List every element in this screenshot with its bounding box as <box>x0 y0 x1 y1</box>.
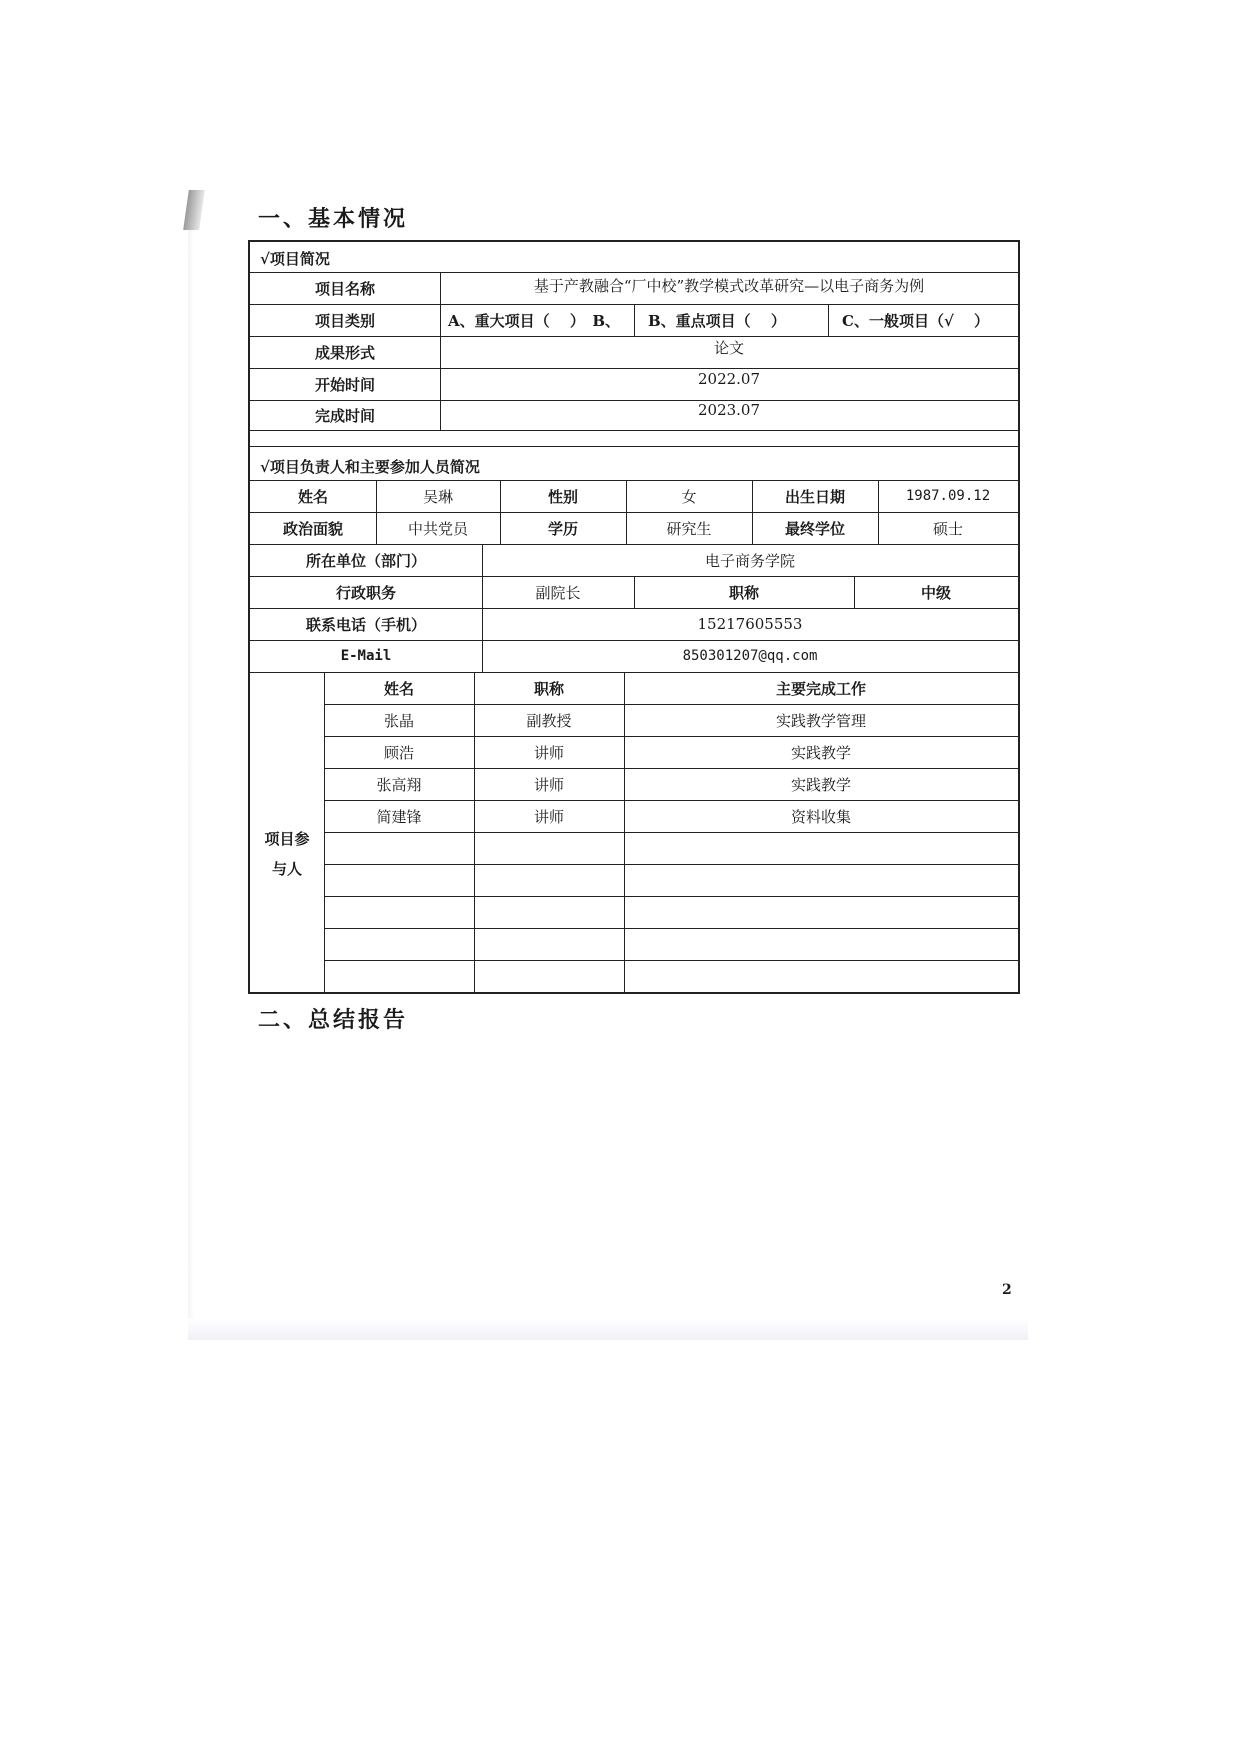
member-work: 实践教学 <box>790 743 851 762</box>
gender-label: 性别 <box>547 487 578 506</box>
admin-position-label: 行政职务 <box>335 583 396 602</box>
member-name: 张高翔 <box>376 775 422 794</box>
political-status-label: 政治面貌 <box>282 519 343 538</box>
project-name-value: 基于产教融合“厂中校”教学模式改革研究—以电子商务为例 <box>533 276 925 295</box>
phone-label: 联系电话（手机） <box>305 615 426 634</box>
education-label: 学历 <box>547 519 578 538</box>
col-header-name: 姓名 <box>383 679 414 698</box>
member-title: 副教授 <box>526 711 572 730</box>
scan-shadow-left <box>188 230 194 1340</box>
scan-shadow-bottom <box>188 1318 1028 1340</box>
project-name-label: 项目名称 <box>314 279 375 298</box>
member-name: 简建锋 <box>376 807 422 826</box>
participants-label: 项目参 与人 <box>264 830 310 878</box>
member-title: 讲师 <box>533 775 564 794</box>
category-key: B、重点项目（ ） <box>648 311 786 330</box>
start-time-value: 2022.07 <box>697 370 761 388</box>
email-label: E-Mail <box>340 648 392 664</box>
birth-date-label: 出生日期 <box>784 487 845 506</box>
degree-value: 硕士 <box>932 519 963 538</box>
member-title: 讲师 <box>533 807 564 826</box>
category-major: A、重大项目（ ） B、 <box>448 311 621 330</box>
section-title-summary-report: 二、总结报告 <box>258 1007 409 1033</box>
phone-value: 15217605553 <box>697 615 803 633</box>
start-time-label: 开始时间 <box>314 375 375 394</box>
section-title-basic-info: 一、基本情况 <box>258 206 409 232</box>
project-category-label: 项目类别 <box>314 311 375 330</box>
unit-value: 电子商务学院 <box>704 551 795 570</box>
end-time-label: 完成时间 <box>314 406 375 425</box>
degree-label: 最终学位 <box>784 519 845 538</box>
member-work: 实践教学管理 <box>775 711 866 730</box>
col-header-work: 主要完成工作 <box>775 679 866 698</box>
email-value: 850301207@qq.com <box>682 648 818 664</box>
category-general: C、一般项目（√ ） <box>842 311 990 330</box>
unit-label: 所在单位（部门） <box>305 551 426 570</box>
leader-name-label: 姓名 <box>297 487 328 506</box>
personnel-header: √项目负责人和主要参加人员简况 <box>260 458 480 476</box>
member-title: 讲师 <box>533 743 564 762</box>
job-title-label: 职称 <box>728 583 759 602</box>
basic-info-table <box>248 240 1020 994</box>
project-overview-header: √项目简况 <box>260 250 330 268</box>
result-form-label: 成果形式 <box>314 343 375 362</box>
member-work: 资料收集 <box>790 807 851 826</box>
admin-position-value: 副院长 <box>535 583 581 602</box>
political-status-value: 中共党员 <box>407 519 468 538</box>
birth-date-value: 1987.09.12 <box>905 488 991 504</box>
result-form-value: 论文 <box>713 338 744 357</box>
job-title-value: 中级 <box>920 583 951 602</box>
gender-value: 女 <box>681 487 697 506</box>
leader-name-value: 吴琳 <box>422 487 453 506</box>
scan-shadow-top <box>183 190 205 230</box>
end-time-value: 2023.07 <box>697 401 761 419</box>
page-number: 2 <box>1002 1282 1012 1298</box>
col-header-title: 职称 <box>533 679 564 698</box>
member-work: 实践教学 <box>790 775 851 794</box>
member-name: 张晶 <box>383 711 414 730</box>
education-value: 研究生 <box>666 519 712 538</box>
member-name: 顾浩 <box>383 743 414 762</box>
